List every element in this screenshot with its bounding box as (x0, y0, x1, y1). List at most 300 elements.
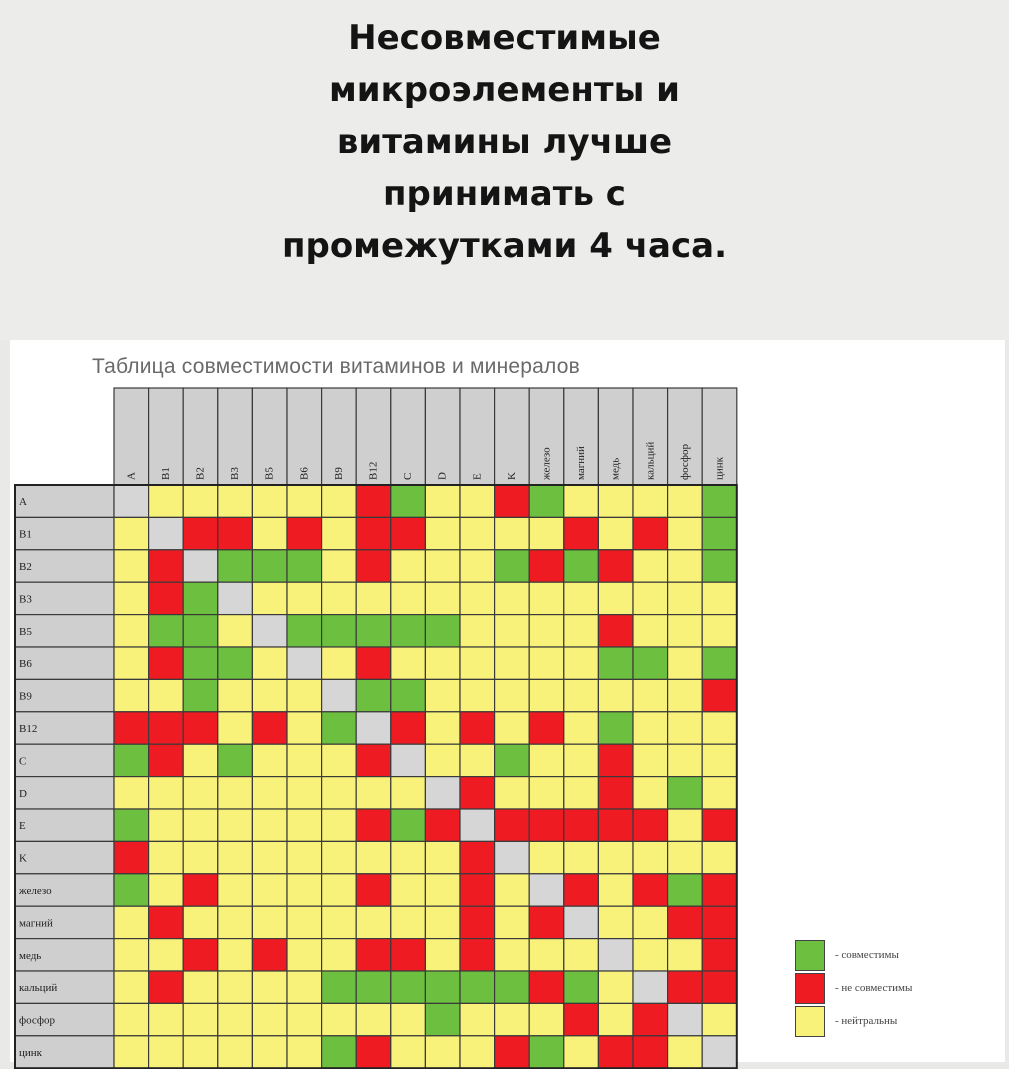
compatibility-cell-y (702, 1003, 737, 1035)
compatibility-cell-y (425, 679, 460, 711)
column-header-cell (114, 388, 149, 485)
compatibility-cell-g (287, 615, 322, 647)
compatibility-cell-g (460, 971, 495, 1003)
compatibility-cell-y (252, 1003, 287, 1035)
compatibility-cell-g (183, 647, 218, 679)
compatibility-cell-y (495, 777, 530, 809)
compatibility-cell-y (460, 615, 495, 647)
compatibility-cell-y (668, 744, 703, 776)
compatibility-cell-y (598, 906, 633, 938)
compatibility-cell-r (391, 939, 426, 971)
legend-label-compatible: - совместимы (835, 949, 899, 961)
column-header-cell (460, 388, 495, 485)
compatibility-cell-y (702, 582, 737, 614)
compatibility-cell-r (460, 874, 495, 906)
compatibility-cell-y (149, 939, 184, 971)
compatibility-cell-y (114, 679, 149, 711)
compatibility-cell-y (495, 647, 530, 679)
compatibility-cell-g (183, 582, 218, 614)
compatibility-cell-x (322, 679, 357, 711)
compatibility-cell-y (391, 777, 426, 809)
compatibility-cell-y (495, 906, 530, 938)
legend-swatch-compatible (795, 940, 825, 971)
compatibility-cell-g (218, 647, 253, 679)
compatibility-cell-g (668, 874, 703, 906)
compatibility-cell-y (114, 647, 149, 679)
compatibility-cell-y (287, 744, 322, 776)
compatibility-cell-r (149, 550, 184, 582)
compatibility-cell-y (425, 582, 460, 614)
row-header-cell (15, 485, 114, 517)
compatibility-cell-y (114, 971, 149, 1003)
compatibility-cell-y (564, 841, 599, 873)
chart-title: Таблица совместимости витаминов и минералов (92, 355, 580, 378)
compatibility-cell-y (218, 841, 253, 873)
compatibility-cell-y (529, 647, 564, 679)
row-label: цинк (19, 1047, 43, 1059)
row-label: B3 (19, 593, 32, 606)
compatibility-cell-y (495, 615, 530, 647)
compatibility-cell-y (460, 679, 495, 711)
compatibility-cell-y (252, 582, 287, 614)
compatibility-cell-g (529, 1036, 564, 1068)
compatibility-cell-y (149, 1003, 184, 1035)
compatibility-cell-y (460, 1036, 495, 1068)
compatibility-cell-r (633, 809, 668, 841)
column-label: кальций (644, 441, 657, 480)
headline-line: промежутками 4 часа. (281, 226, 727, 266)
compatibility-cell-g (391, 615, 426, 647)
compatibility-cell-r (183, 874, 218, 906)
row-label: C (19, 755, 27, 768)
row-label: K (19, 852, 27, 865)
compatibility-cell-y (702, 841, 737, 873)
compatibility-cell-r (702, 679, 737, 711)
compatibility-cell-r (460, 712, 495, 744)
compatibility-cell-y (114, 615, 149, 647)
compatibility-cell-y (529, 744, 564, 776)
compatibility-cell-y (287, 712, 322, 744)
compatibility-cell-r (564, 874, 599, 906)
legend (795, 940, 1005, 1039)
compatibility-cell-g (495, 744, 530, 776)
compatibility-cell-y (391, 1003, 426, 1035)
compatibility-cell-y (287, 809, 322, 841)
compatibility-cell-g (252, 550, 287, 582)
headline-line: принимать с (383, 174, 626, 214)
compatibility-cell-g (598, 712, 633, 744)
compatibility-cell-r (598, 550, 633, 582)
compatibility-cell-y (668, 485, 703, 517)
row-label: E (19, 820, 26, 833)
compatibility-cell-y (218, 712, 253, 744)
compatibility-cell-r (356, 485, 391, 517)
compatibility-cell-r (633, 874, 668, 906)
compatibility-cell-r (149, 582, 184, 614)
compatibility-cell-r (495, 809, 530, 841)
compatibility-cell-y (633, 906, 668, 938)
compatibility-cell-y (564, 939, 599, 971)
legend-swatch-neutral (795, 1006, 825, 1037)
compatibility-cell-r (529, 809, 564, 841)
compatibility-cell-y (183, 971, 218, 1003)
compatibility-cell-y (356, 582, 391, 614)
compatibility-cell-y (114, 550, 149, 582)
compatibility-cell-r (114, 841, 149, 873)
compatibility-cell-g (356, 679, 391, 711)
compatibility-cell-y (287, 582, 322, 614)
compatibility-cell-y (114, 517, 149, 549)
compatibility-cell-r (356, 1036, 391, 1068)
compatibility-cell-r (356, 874, 391, 906)
compatibility-cell-y (529, 517, 564, 549)
compatibility-cell-y (218, 971, 253, 1003)
compatibility-cell-y (252, 1036, 287, 1068)
compatibility-cell-g (218, 744, 253, 776)
compatibility-cell-y (252, 809, 287, 841)
compatibility-cell-y (322, 744, 357, 776)
compatibility-cell-y (460, 485, 495, 517)
column-label: B6 (298, 467, 311, 480)
compatibility-cell-r (391, 517, 426, 549)
compatibility-cell-y (287, 485, 322, 517)
column-label: E (471, 473, 484, 480)
compatibility-cell-g (425, 1003, 460, 1035)
compatibility-cell-y (287, 777, 322, 809)
legend-item-incompatible (795, 973, 1005, 1006)
compatibility-cell-g (425, 615, 460, 647)
compatibility-cell-y (529, 615, 564, 647)
compatibility-cell-y (391, 906, 426, 938)
compatibility-cell-y (564, 1036, 599, 1068)
compatibility-cell-g (633, 647, 668, 679)
compatibility-cell-y (460, 517, 495, 549)
compatibility-cell-y (564, 712, 599, 744)
compatibility-cell-y (183, 841, 218, 873)
compatibility-cell-y (391, 1036, 426, 1068)
compatibility-cell-y (702, 712, 737, 744)
row-label: B1 (19, 528, 32, 541)
compatibility-cell-y (598, 841, 633, 873)
column-label: B1 (159, 467, 172, 480)
row-label: D (19, 787, 27, 800)
compatibility-cell-r (460, 841, 495, 873)
compatibility-cell-y (460, 744, 495, 776)
compatibility-cell-y (425, 874, 460, 906)
compatibility-cell-x (495, 841, 530, 873)
compatibility-cell-r (668, 906, 703, 938)
compatibility-cell-r (702, 971, 737, 1003)
compatibility-cell-r (702, 809, 737, 841)
compatibility-cell-y (356, 1003, 391, 1035)
compatibility-cell-y (668, 517, 703, 549)
compatibility-cell-g (391, 485, 426, 517)
compatibility-cell-y (114, 1003, 149, 1035)
compatibility-cell-r (287, 517, 322, 549)
compatibility-cell-y (322, 1003, 357, 1035)
compatibility-cell-y (149, 874, 184, 906)
compatibility-cell-y (114, 582, 149, 614)
row-header-cell (15, 777, 114, 809)
compatibility-cell-y (322, 550, 357, 582)
compatibility-cell-y (668, 550, 703, 582)
compatibility-cell-y (598, 485, 633, 517)
compatibility-cell-y (218, 679, 253, 711)
compatibility-cell-x (598, 939, 633, 971)
compatibility-cell-y (149, 809, 184, 841)
row-label: кальций (19, 982, 58, 995)
compatibility-cell-y (460, 647, 495, 679)
compatibility-cell-y (287, 1003, 322, 1035)
compatibility-cell-r (598, 744, 633, 776)
compatibility-cell-y (252, 744, 287, 776)
compatibility-cell-r (149, 971, 184, 1003)
compatibility-cell-r (564, 517, 599, 549)
compatibility-cell-g (702, 550, 737, 582)
compatibility-cell-y (391, 582, 426, 614)
compatibility-cell-y (668, 809, 703, 841)
compatibility-cell-y (598, 582, 633, 614)
column-header-cell (391, 388, 426, 485)
headline-line: витамины лучше (336, 122, 673, 162)
compatibility-cell-y (564, 615, 599, 647)
compatibility-cell-y (702, 615, 737, 647)
compatibility-cell-y (218, 1036, 253, 1068)
row-label: B6 (19, 658, 32, 671)
row-label: B2 (19, 561, 32, 573)
column-label: B12 (367, 461, 380, 480)
compatibility-cell-y (183, 777, 218, 809)
column-label: K (505, 472, 518, 480)
compatibility-cell-y (633, 939, 668, 971)
compatibility-cell-x (183, 550, 218, 582)
compatibility-cell-y (668, 647, 703, 679)
compatibility-cell-r (149, 712, 184, 744)
compatibility-cell-y (598, 1003, 633, 1035)
compatibility-cell-y (529, 841, 564, 873)
compatibility-cell-r (633, 517, 668, 549)
column-label: C (402, 472, 415, 480)
compatibility-cell-y (114, 906, 149, 938)
compatibility-cell-r (149, 647, 184, 679)
compatibility-cell-r (183, 712, 218, 744)
compatibility-cell-g (114, 874, 149, 906)
compatibility-cell-g (495, 550, 530, 582)
compatibility-cell-g (322, 615, 357, 647)
compatibility-cell-y (322, 582, 357, 614)
compatibility-cell-g (391, 809, 426, 841)
compatibility-cell-r (218, 517, 253, 549)
compatibility-cell-r (460, 906, 495, 938)
compatibility-cell-r (668, 971, 703, 1003)
compatibility-cell-y (149, 485, 184, 517)
compatibility-cell-g (183, 679, 218, 711)
compatibility-cell-y (218, 809, 253, 841)
compatibility-cell-y (495, 939, 530, 971)
compatibility-cell-y (287, 874, 322, 906)
compatibility-cell-y (183, 485, 218, 517)
compatibility-cell-g (702, 485, 737, 517)
row-label: B5 (19, 625, 32, 638)
column-label: железо (540, 447, 553, 480)
compatibility-cell-g (183, 615, 218, 647)
compatibility-cell-x (218, 582, 253, 614)
compatibility-cell-y (495, 874, 530, 906)
compatibility-cell-y (425, 744, 460, 776)
compatibility-cell-y (529, 777, 564, 809)
compatibility-cell-y (218, 615, 253, 647)
compatibility-cell-r (702, 939, 737, 971)
column-label: медь (609, 457, 622, 480)
compatibility-cell-x (529, 874, 564, 906)
legend-label-neutral: - нейтральны (835, 1015, 898, 1027)
compatibility-cell-y (183, 1003, 218, 1035)
compatibility-cell-y (425, 647, 460, 679)
compatibility-cell-y (460, 582, 495, 614)
compatibility-cell-r (529, 550, 564, 582)
compatibility-cell-y (287, 906, 322, 938)
compatibility-cell-r (149, 906, 184, 938)
compatibility-cell-y (356, 777, 391, 809)
compatibility-cell-y (425, 939, 460, 971)
compatibility-cell-r (183, 517, 218, 549)
compatibility-cell-y (633, 550, 668, 582)
row-label: фосфор (19, 1014, 56, 1027)
column-label: D (436, 472, 449, 480)
compatibility-cell-y (633, 485, 668, 517)
compatibility-cell-x (149, 517, 184, 549)
compatibility-cell-r (252, 712, 287, 744)
compatibility-cell-r (529, 906, 564, 938)
compatibility-cell-y (252, 874, 287, 906)
compatibility-cell-y (391, 550, 426, 582)
compatibility-cell-y (252, 485, 287, 517)
compatibility-cell-y (149, 679, 184, 711)
compatibility-cell-y (425, 550, 460, 582)
compatibility-cell-y (322, 939, 357, 971)
compatibility-cell-y (633, 841, 668, 873)
compatibility-cell-g (287, 550, 322, 582)
compatibility-cell-y (356, 906, 391, 938)
compatibility-cell-x (564, 906, 599, 938)
compatibility-cell-r (564, 1003, 599, 1035)
compatibility-cell-r (460, 939, 495, 971)
compatibility-cell-r (598, 777, 633, 809)
compatibility-cell-y (252, 679, 287, 711)
compatibility-cell-y (183, 809, 218, 841)
compatibility-cell-g (322, 971, 357, 1003)
compatibility-cell-y (287, 679, 322, 711)
compatibility-cell-y (425, 712, 460, 744)
compatibility-cell-y (564, 744, 599, 776)
compatibility-cell-y (218, 906, 253, 938)
column-label: B3 (229, 467, 242, 480)
compatibility-cell-x (702, 1036, 737, 1068)
compatibility-cell-y (322, 647, 357, 679)
compatibility-cell-r (598, 809, 633, 841)
compatibility-cell-y (252, 841, 287, 873)
column-label: магний (575, 446, 588, 480)
compatibility-cell-r (598, 1036, 633, 1068)
compatibility-cell-g (598, 647, 633, 679)
compatibility-cell-y (287, 1036, 322, 1068)
compatibility-cell-y (322, 906, 357, 938)
compatibility-cell-g (529, 485, 564, 517)
compatibility-cell-x (287, 647, 322, 679)
compatibility-cell-y (322, 841, 357, 873)
compatibility-cell-r (633, 1036, 668, 1068)
compatibility-cell-y (564, 485, 599, 517)
compatibility-cell-x (356, 712, 391, 744)
compatibility-cell-g (391, 971, 426, 1003)
compatibility-cell-y (668, 841, 703, 873)
compatibility-cell-y (529, 582, 564, 614)
compatibility-cell-y (633, 712, 668, 744)
compatibility-cell-y (218, 939, 253, 971)
compatibility-cell-x (391, 744, 426, 776)
compatibility-cell-y (668, 1036, 703, 1068)
compatibility-cell-y (598, 874, 633, 906)
compatibility-cell-y (702, 744, 737, 776)
column-header-cell (425, 388, 460, 485)
compatibility-cell-y (322, 777, 357, 809)
compatibility-cell-y (252, 647, 287, 679)
compatibility-cell-r (356, 809, 391, 841)
compatibility-cell-y (668, 679, 703, 711)
compatibility-cell-y (633, 615, 668, 647)
compatibility-cell-y (287, 939, 322, 971)
compatibility-cell-y (218, 874, 253, 906)
compatibility-cell-r (495, 485, 530, 517)
compatibility-cell-y (322, 485, 357, 517)
column-label: A (125, 472, 138, 480)
column-header-cell (495, 388, 530, 485)
row-label: магний (19, 917, 53, 930)
compatibility-cell-y (149, 841, 184, 873)
compatibility-cell-y (633, 744, 668, 776)
compatibility-cell-g (356, 971, 391, 1003)
compatibility-cell-g (495, 971, 530, 1003)
compatibility-cell-r (702, 906, 737, 938)
compatibility-cell-g (564, 971, 599, 1003)
compatibility-cell-g (114, 809, 149, 841)
column-label: цинк (713, 456, 726, 480)
compatibility-cell-y (425, 906, 460, 938)
compatibility-cell-r (495, 1036, 530, 1068)
compatibility-cell-y (252, 517, 287, 549)
compatibility-cell-g (322, 1036, 357, 1068)
row-label: медь (19, 949, 42, 962)
compatibility-cell-y (183, 744, 218, 776)
compatibility-cell-y (564, 582, 599, 614)
headline-line: микроэлементы и (329, 70, 680, 110)
compatibility-cell-y (322, 874, 357, 906)
compatibility-cell-x (668, 1003, 703, 1035)
column-label: фосфор (678, 443, 691, 480)
compatibility-cell-r (252, 939, 287, 971)
compatibility-cell-y (598, 971, 633, 1003)
compatibility-cell-g (425, 971, 460, 1003)
compatibility-cell-r (114, 712, 149, 744)
compatibility-cell-y (495, 582, 530, 614)
compatibility-cell-y (564, 647, 599, 679)
row-header-cell (15, 809, 114, 841)
compatibility-cell-g (114, 744, 149, 776)
compatibility-cell-y (322, 809, 357, 841)
compatibility-cell-y (287, 971, 322, 1003)
compatibility-cell-y (183, 1036, 218, 1068)
compatibility-cell-y (460, 1003, 495, 1035)
